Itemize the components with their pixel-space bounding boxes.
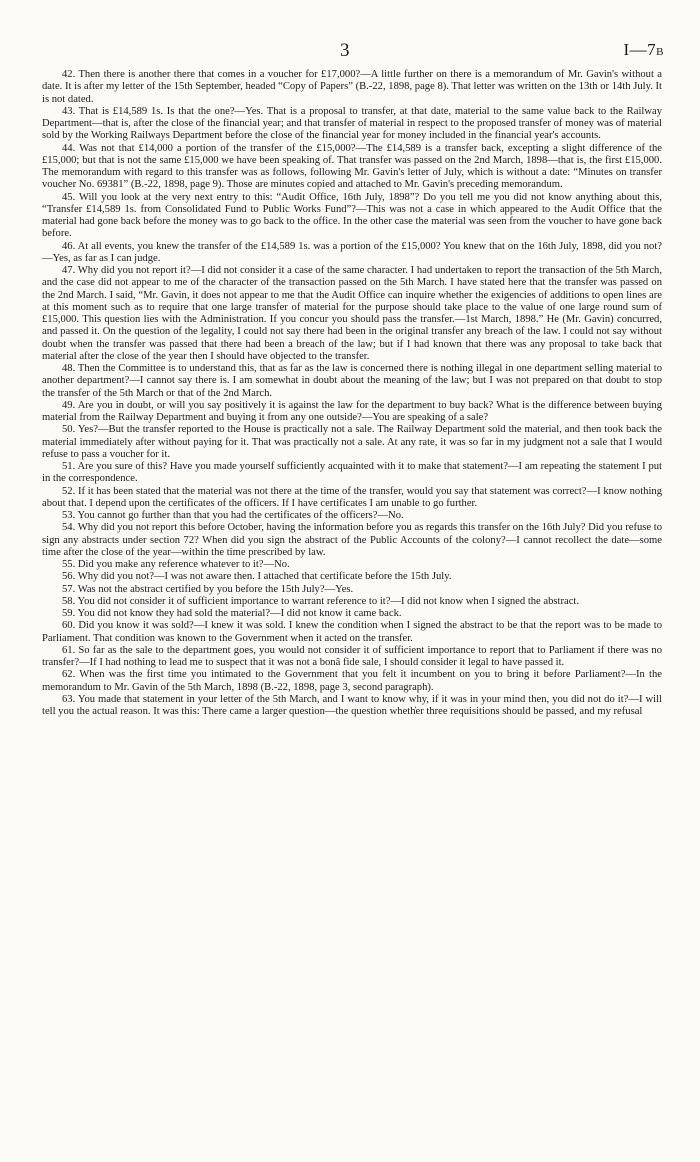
paragraph-53: 53. You cannot go further than that you had the certificates of the officers?—No. [62,510,404,521]
paragraph-58: 58. You did not consider it of sufficient importance to warrant reference to it?—I did not know when I signed the abstract. [62,595,579,607]
paragraph-61: 61. So far as the sale to the department goes, you would not consider it of sufficient importance to report that to Parliament if there was no transfer?—If I had nothing to lead me to suspect that it was not a bonâ fide sale, I should consider it legal to have passed it. [42,644,662,668]
document-body [42,69,662,718]
paragraph-48: 48. Then the Committee is to understand this, that as far as the law is concerned there is nothing illegal in one department selling material to another department?—I cannot say there is. I am somewhat in doubt about the meaning of the law; but I was not prepared on that doubt to stop the transfer of the 5th March or that of the 2nd March. [42,363,662,399]
paragraph-50: 50. Yes?—But the transfer reported to the House is practically not a sale. The Railway Department sold the material, and then took back the material immediately after without paying for it. That was practically not a sale. At any rate, it was so far in my judgment not a sale that I would refuse to pass a voucher for it. [42,424,662,460]
paragraph-60: 60. Did you know it was sold?—I knew it was sold. I knew the condition when I signed the abstract to be that the report was to be made to Parliament. That condition was known to the Government when it acted on the transfer. [42,620,662,644]
paragraph-59: 59. You did not know they had sold the material?—I did not know it came back. [62,608,402,619]
paragraph-56: 56. Why did you not?—I was not aware then. I attached that certificate before the 15th July. [62,571,452,583]
paragraph-43: 43. That is £14,589 1s. Is that the one?—Yes. That is a proposal to transfer, at that date, material to the same value back to the Railway Department—that is, after the close of the financial year; and that transfer of material in respect to the proposed transfer of money was of material sold by the Working Railways Department before the close of the financial year for money included in the financial year's accounts. [42,105,662,142]
paragraph-54: 54. Why did you not report this before October, having the information before you as regards this transfer on the 16th July? Did you refuse to sign any abstracts under section 72? When did you sign the abstract of the Public Accounts of the colony?—I cannot recollect the date—some time after the close of the year—within the time prescribed by law. [42,522,662,558]
page-number: 3 [340,40,350,61]
paragraph-42: 42. Then there is another there that comes in a voucher for £17,000?—A little further on there is a memorandum of Mr. Gavin's without a date. It is after my letter of the 15th September, headed “Copy of Papers” (B.-22, 1898, page 8). That letter was written on the 13th or 14th July. It is not dated. [42,69,662,105]
paragraph-55: 55. Did you make any reference whatever to it?—No. [62,559,290,570]
paragraph-49: 49. Are you in doubt, or will you say positively it is against the law for the department to buy back? What is the difference between buying material from the Railway Department and buying it from any one outside?—You are speaking of a sale? [42,399,662,423]
page-reference-main: I—7 [623,40,657,59]
paragraph-44: 44. Was not that £14,000 a portion of the transfer of the £15,000?—The £14,589 is a transfer back, excepting a slight difference of the £15,000; but that is not the same £15,000 we have been speaking of. That transfer was passed on the 2nd March, 1898—that is, the first £15,000. The memorandum with regard to this transfer was as follows, following Mr. Gavin's letter of July, which is without a date: “Minutes on transfer voucher No. 69381” (B.-22, 1898, page 9). Those are minutes copied and attached to Mr. Gavin's preceding memorandum. [42,142,662,191]
paragraph-63: 63. You made that statement in your letter of the 5th March, and I want to know why, if it was in your mind then, you did not do it?—I will tell you the actual reason. It was this: There came a larger question—the question wheth̓er three requisitions should be passed, and my refusal [42,693,662,717]
page-reference [623,40,664,60]
paragraph-51: 51. Are you sure of this? Have you made yourself sufficiently acquainted with it to make that statement?—I am repeating the statement I put in the correspondence. [42,461,662,485]
paragraph-57: 57. Was not the abstract certified by you before the 15th July?—Yes. [62,583,354,595]
page-reference-sub: B [656,46,664,58]
paragraph-45: 45. Will you look at the very next entry to this: “Audit Office, 16th July, 1898”? Do you tell me you did not know anything about this, “Transfer £14,589 1s. from Consolidated Fund to Public Works Fund”?—This was not a case in which appeared to the Audit Office that the material had gone back before the money was to go back to the office. In the other case the material was seen from the voucher to have gone back before. [42,191,662,240]
paragraph-46: 46. At all events, you knew the transfer of the £14,589 1s. was a portion of the £15,000? You knew that on the 16th July, 1898, did you not?—Yes, as far as I can judge. [42,240,662,264]
page-header [0,40,700,62]
paragraph-62: 62. When was the first time you intimated to the Government that you felt it incumbent on you to bring it before Parliament?—In the memorandum to Mr. Gavin of the 5th March, 1898 (B.-22, 1898, page 3, second paragraph). [42,669,662,693]
paragraph-47: 47. Why did you not report it?—I did not consider it a case of the same character. I had undertaken to report the transaction of the 5th March, and the case did not appear to me of the character of the transaction passed on the 5th March. I have stated here that the transfer was passed on the 2nd March. I said, “Mr. Gavin, it does not appear to me that the Audit Office can inquire whether the exigencies of additions to open lines are at this moment such as to require that one large transfer of material for the purpose should take place to the value of one large round sum of £15,000. This question lies with the Administration. If you concur you should pass the transfer.—1st March, 1898.” He (Mr. Gavin) concurred, and passed it. On the question of the legality, I could not say there had been in the original transfer any breach of the law. I could not say without doubt when the transfer was passed that there had been a breach of the law; but if I had known that there was any proposal to take back that material after the close of the year then I should have objected to the transfer. [42,265,662,362]
paragraph-52: 52. If it has been stated that the material was not there at the time of the transfer, would you say that statement was correct?—I know nothing about that. I depend upon the certificates of the officers. If I have certificates I am unable to go further. [42,485,662,509]
